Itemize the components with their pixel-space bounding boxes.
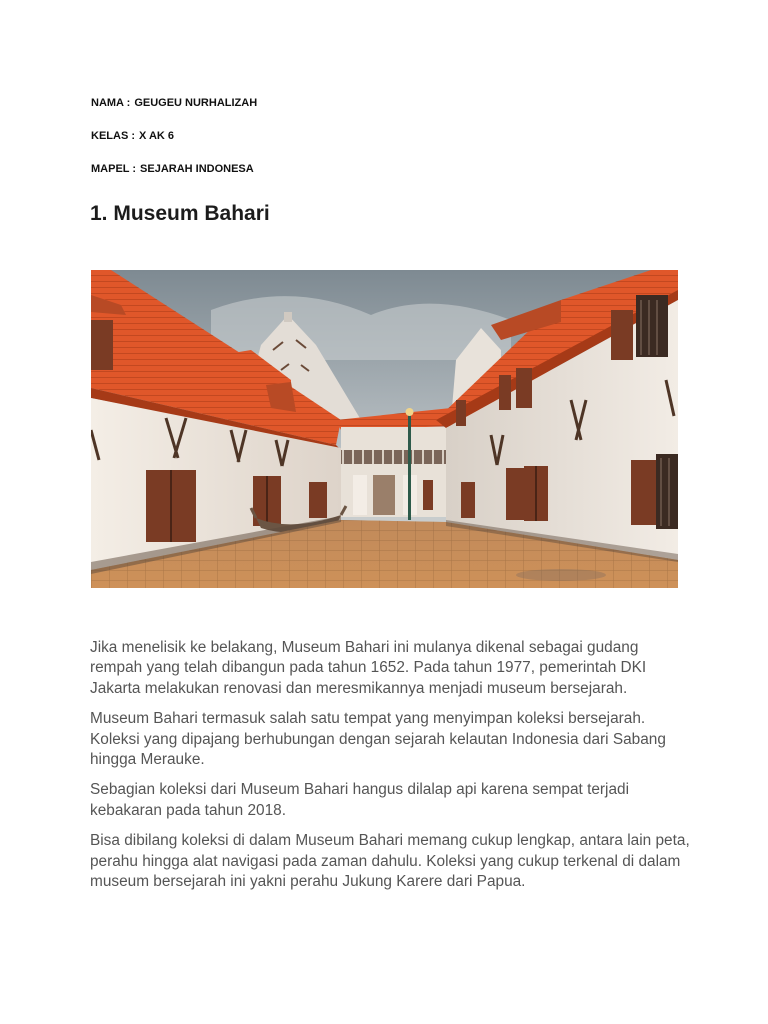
paragraph: Museum Bahari termasuk salah satu tempat yang menyimpan koleksi bersejarah. Koleksi yang dipajang berhubungan dengan sejarah kelautan Indonesia dari Sabang hingga Merauke. bbox=[90, 710, 666, 769]
subject-line bbox=[91, 162, 254, 176]
paragraph: Jika menelisik ke belakang, Museum Bahari ini mulanya dikenal sebagai gudang rempah yang telah dibangun pada tahun 1652. Pada tahun 1977, pemerintah DKI Jakarta melakukan renovasi dan meresmikannya menjadi museum bersejarah. bbox=[90, 639, 647, 697]
subject-value: SEJARAH INDONESA bbox=[140, 163, 254, 175]
name-value: GEUGEU NURHALIZAH bbox=[134, 97, 258, 109]
paragraph: Sebagian koleksi dari Museum Bahari hangus dilalap api karena sempat terjadi kebakaran pada tahun 2018. bbox=[90, 781, 629, 819]
article-body bbox=[90, 638, 690, 902]
class-label: KELAS : bbox=[91, 130, 135, 142]
subject-label: MAPEL : bbox=[91, 163, 137, 175]
name-label: NAMA : bbox=[91, 97, 131, 109]
class-line bbox=[91, 129, 174, 143]
paragraph: Bisa dibilang koleksi di dalam Museum Bahari memang cukup lengkap, antara lain peta, perahu hingga alat navigasi pada zaman dahulu. Koleksi yang cukup terkenal di dalam museum bersejarah ini yakni perahu Jukung Karere dari Papua. bbox=[90, 832, 690, 891]
class-value: X AK 6 bbox=[139, 130, 175, 142]
student-name-line bbox=[91, 96, 257, 110]
section-title: 1. Museum Bahari bbox=[90, 202, 270, 225]
museum-bahari-photo bbox=[91, 270, 678, 588]
